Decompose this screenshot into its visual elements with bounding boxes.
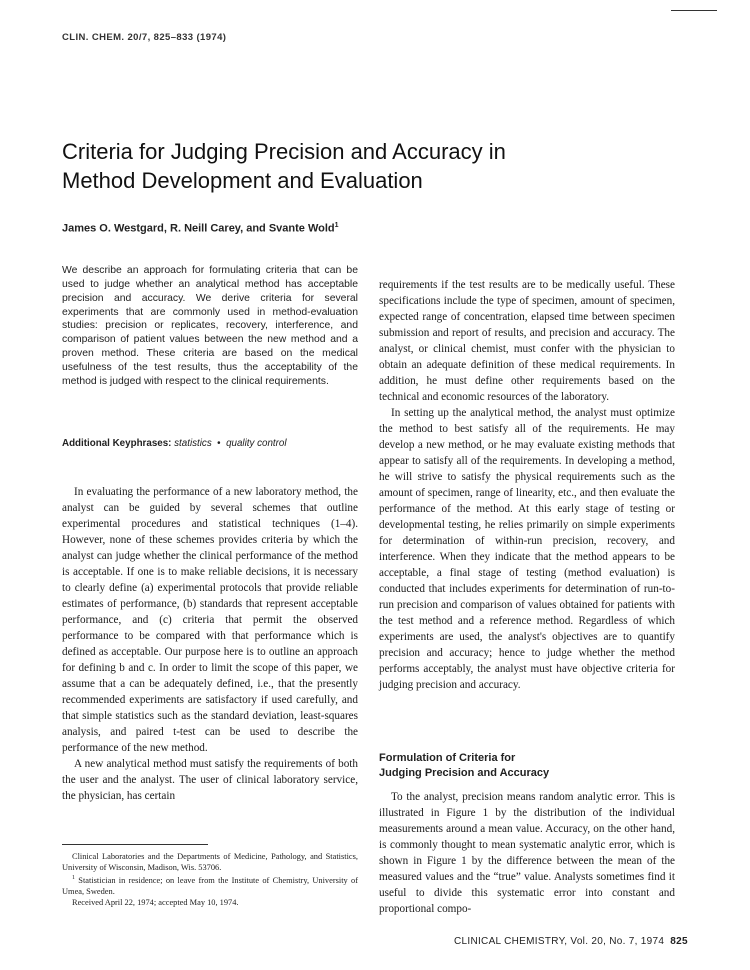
keyphrase-term: quality control xyxy=(226,438,287,449)
author-list xyxy=(62,222,339,235)
journal-reference: CLIN. CHEM. 20/7, 825–833 (1974) xyxy=(62,32,227,43)
body-paragraph: A new analytical method must satisfy the requirements of both the user and the analyst. The user of clinical laboratory service, the physician, has certain xyxy=(62,758,358,802)
section-heading-line: Judging Precision and Accuracy xyxy=(379,766,550,779)
page-number: 825 xyxy=(670,936,688,947)
authors-text: James O. Westgard, R. Neill Carey, and Svante Wold xyxy=(62,222,335,235)
page-footer xyxy=(454,936,688,947)
body-paragraph: In setting up the analytical method, the analyst must optimize the method to best satisfy all of the requirements. He may develop a new method, or he may evaluate existing methods that appear to satisfy all of the requirements. In developing a method, he will strive to satisfy the physical requirements such as the amount of specimen, range of linearity, etc., and then evaluate the performance of the method. At this early stage of testing or developmental testing, he relies primarily on simple experiments for determination of within-run precision, recovery, and interference. When they indicate that the method appears to be acceptable, a final stage of testing (method evaluation) is conducted that includes experiments for determination of run-to-run precision and comparison of values obtained for patients with the test method and a reference method. Regardless of which experiments are used, the analyst's objectives are to quantify precision and accuracy; hence to judge whether the method performs acceptably, the analyst must have objective criteria for judging precision and accuracy. xyxy=(379,407,675,691)
footer-journal: CLINICAL CHEMISTRY, Vol. 20, No. 7, 1974 xyxy=(454,936,665,947)
author-footnote-marker: 1 xyxy=(334,222,339,229)
article-title xyxy=(62,137,622,195)
footnotes xyxy=(62,851,358,908)
keyphrase-bullet: • xyxy=(217,438,221,449)
left-column-body xyxy=(62,484,358,804)
title-line: Criteria for Judging Precision and Accuracy in xyxy=(62,139,506,164)
section-heading-line: Formulation of Criteria for xyxy=(379,752,516,764)
keyphrases-label: Additional Keyphrases: xyxy=(62,438,172,449)
top-rule xyxy=(671,10,717,11)
body-paragraph: In evaluating the performance of a new laboratory method, the analyst can be guided by several schemes that outline experimental procedures and statistical techniques (1–4). However, none of these schemes provides criteria by which the analyst can judge whether the clinical performance of the method is acceptable. If one is to make reliable decisions, it is necessary to clearly define (a) experimental protocols that provide reliable estimates of performance, (b) standards that represent acceptable performance, and (c) criteria that permit the observed performance to be compared with that performance which is defined as acceptable. Our purpose here is to outline an approach for defining b and c. In order to limit the scope of this paper, we assume that a can be adequately defined, i.e., that the presently recommended experiments are satisfactory if used carefully, and that simple statistics such as the standard deviation, least-squares analysis, and paired t-test can be used to describe the performance of the new method. xyxy=(62,486,358,754)
abstract: We describe an approach for formulating criteria that can be used to judge whether an analytical method has acceptable precision and accuracy. We derive criteria for several experiments that are commonly used in method-evaluation studies: precision or replicates, recovery, interference, and comparison of patient values between the new method and a proven method. These criteria are based on the medical usefulness of the test results, thus the acceptability of the method is judged with respect to the clinical requirements. xyxy=(62,265,358,387)
footnote-1-text: Statistician in residence; on leave from the Institute of Chemistry, University of Umea, Sweden. xyxy=(62,875,358,896)
footnote-divider xyxy=(62,844,208,845)
footnote-received: Received April 22, 1974; accepted May 10, 1974. xyxy=(72,897,239,907)
body-paragraph: To the analyst, precision means random analytic error. This is illustrated in Figure 1 by the distribution of the individual measurements around a mean value. Accuracy, on the other hand, is commonly thought to mean systematic analytic error, which is shown in Figure 1 by the difference between the mean of the measured values and the “true” value. Analysts sometimes find it useful to divide this systematic error into constant and proportional compo- xyxy=(379,791,675,915)
right-column-body xyxy=(379,277,675,693)
footnote-1-marker: 1 xyxy=(72,875,75,881)
section-heading xyxy=(379,751,675,780)
title-line: Method Development and Evaluation xyxy=(62,168,423,193)
keyphrase-term: statistics xyxy=(174,438,212,449)
body-paragraph: requirements if the test results are to be medically useful. These specifications include the type of specimen, amount of specimen, expected range of concentration, elapsed time between specimen submission and report of results, and precision and accuracy. The analyst, or clinical chemist, must confer with the physician to obtain an adequate definition of these medical requirements. In addition, he must define other requirements based on the technical and economic resources of the laboratory. xyxy=(379,279,675,403)
footnote-1 xyxy=(62,873,358,897)
keyphrases xyxy=(62,438,358,449)
footnote-affiliation: Clinical Laboratories and the Departments of Medicine, Pathology, and Statistics, University of Wisconsin, Madison, Wis. 53706. xyxy=(62,852,358,872)
section-body xyxy=(379,789,675,917)
